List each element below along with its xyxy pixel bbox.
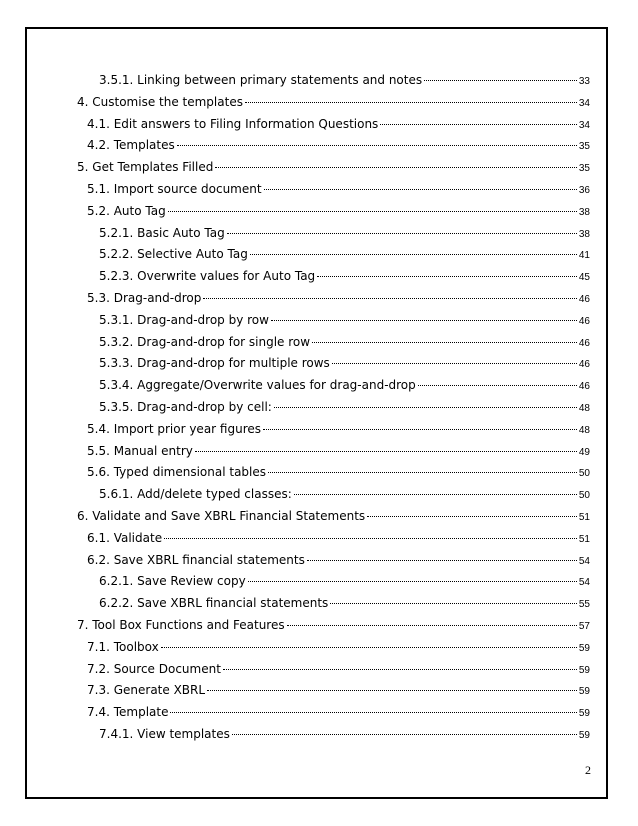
- toc-dot-leader: [207, 690, 577, 691]
- toc-dot-leader: [307, 560, 577, 561]
- toc-entry-label: 5.1. Import source document: [87, 182, 262, 196]
- toc-entry-page: 36: [578, 185, 590, 196]
- toc-entry-label: 5.3.5. Drag-and-drop by cell:: [99, 400, 272, 414]
- toc-entry-page: 54: [578, 577, 590, 589]
- toc-entry[interactable]: [99, 486, 590, 502]
- toc-dot-leader: [195, 451, 577, 452]
- toc-entry-page: 46: [578, 315, 590, 327]
- toc-entry-label: 7.1. Toolbox: [87, 639, 159, 654]
- toc-entry-label: 5.6.1. Add/delete typed classes:: [99, 487, 292, 502]
- toc-entry[interactable]: [87, 464, 590, 480]
- toc-entry-label: 5.3. Drag-and-drop: [87, 291, 202, 305]
- toc-dot-leader: [245, 102, 577, 103]
- toc-entry-label: 5.2.2. Selective Auto Tag: [99, 247, 248, 262]
- toc-entry-page: 59: [578, 708, 590, 720]
- toc-dot-leader: [380, 124, 577, 125]
- toc-entry-page: 57: [578, 621, 590, 632]
- toc-dot-leader: [227, 233, 577, 234]
- toc-entry-page: 46: [578, 337, 590, 349]
- toc-entry-label: 5.3.1. Drag-and-drop by row: [99, 312, 269, 327]
- toc-entry[interactable]: [99, 726, 590, 742]
- toc-entry-page: 48: [578, 424, 590, 436]
- toc-entry-page: 55: [578, 599, 590, 611]
- toc-entry-page: 46: [578, 359, 590, 371]
- toc-entry[interactable]: [77, 617, 590, 633]
- toc-dot-leader: [424, 80, 577, 81]
- toc-entry[interactable]: [99, 377, 590, 393]
- toc-entry[interactable]: [77, 94, 590, 110]
- toc-entry[interactable]: [87, 181, 590, 197]
- toc-entry-label: 5.6. Typed dimensional tables: [87, 465, 267, 480]
- toc-entry-label: 5.2. Auto Tag: [87, 203, 166, 218]
- toc-entry-label: 5.4. Import prior year figures: [87, 421, 261, 436]
- toc-entry-label: 5.3.4. Aggregate/Overwrite values for drag-and-drop: [99, 378, 416, 393]
- toc-entry[interactable]: [99, 334, 590, 350]
- toc-dot-leader: [215, 167, 577, 168]
- toc-entry[interactable]: [87, 203, 590, 219]
- toc-entry-label: 5.2.3. Overwrite values for Auto Tag: [99, 269, 316, 284]
- toc-entry-label: 3.5.1. Linking between primary statements and notes: [99, 73, 423, 87]
- toc-dot-leader: [268, 472, 577, 473]
- toc-entry[interactable]: [99, 399, 590, 415]
- toc-entry[interactable]: [87, 137, 590, 153]
- toc-dot-leader: [263, 429, 577, 430]
- toc-entry-label: 6.2. Save XBRL financial statements: [87, 552, 305, 567]
- toc-entry[interactable]: [77, 508, 590, 524]
- toc-dot-leader: [170, 712, 576, 713]
- toc-entry[interactable]: [77, 159, 590, 175]
- toc-entry[interactable]: [87, 552, 590, 568]
- toc-entry-label: 4. Customise the templates: [77, 94, 243, 109]
- toc-dot-leader: [264, 189, 577, 190]
- toc-entry-page: 38: [578, 228, 590, 240]
- toc-entry-page: 59: [578, 730, 590, 741]
- toc-entry[interactable]: [87, 290, 590, 306]
- toc-entry[interactable]: [87, 639, 590, 655]
- toc-entry-label: 6.2.1. Save Review copy: [99, 574, 246, 589]
- toc-entry-label: 6.2.2. Save XBRL financial statements: [99, 596, 329, 611]
- toc-dot-leader: [250, 254, 577, 255]
- toc-entry-label: 7.3. Generate XBRL: [87, 683, 206, 698]
- toc-dot-leader: [274, 407, 577, 408]
- toc-entry[interactable]: [99, 225, 590, 241]
- toc-entry-page: 59: [578, 664, 590, 676]
- toc-entry-label: 5.3.2. Drag-and-drop for single row: [99, 334, 311, 349]
- toc-dot-leader: [223, 669, 577, 670]
- toc-dot-leader: [232, 734, 577, 735]
- toc-dot-leader: [367, 516, 577, 517]
- toc-entry-page: 45: [578, 272, 590, 284]
- toc-entry[interactable]: [99, 312, 590, 328]
- toc-dot-leader: [161, 647, 577, 648]
- toc-entry-page: 46: [578, 294, 590, 305]
- toc-dot-leader: [203, 298, 577, 299]
- toc-entry-page: 50: [578, 468, 590, 480]
- toc-entry-page: 48: [578, 403, 590, 414]
- toc-entry-label: 6. Validate and Save XBRL Financial Statements: [77, 509, 366, 523]
- toc-dot-leader: [168, 211, 577, 212]
- toc-entry[interactable]: [99, 246, 590, 262]
- toc-dot-leader: [294, 494, 577, 495]
- toc-entry-page: 34: [578, 119, 590, 131]
- toc-entry[interactable]: [87, 116, 590, 132]
- toc-entry[interactable]: [87, 421, 590, 437]
- toc-dot-leader: [177, 145, 577, 146]
- toc-entry-label: 4.1. Edit answers to Filing Information Questions: [87, 116, 379, 131]
- toc-entry-label: 7.2. Source Document: [87, 661, 221, 676]
- toc-dot-leader: [312, 342, 577, 343]
- toc-entry-page: 59: [578, 642, 590, 654]
- toc-entry[interactable]: [87, 661, 590, 677]
- toc-dot-leader: [287, 625, 577, 626]
- toc-dot-leader: [330, 603, 577, 604]
- toc-entry-label: 5.2.1. Basic Auto Tag: [99, 225, 225, 240]
- toc-entry[interactable]: [87, 443, 590, 459]
- toc-entry-page: 35: [578, 141, 590, 153]
- toc-entry-label: 5.5. Manual entry: [87, 443, 193, 458]
- toc-entry-label: 4.2. Templates: [87, 138, 175, 153]
- toc-entry-page: 51: [578, 533, 590, 545]
- toc-entry-page: 51: [578, 512, 590, 523]
- toc-entry[interactable]: [87, 704, 590, 720]
- toc-entry[interactable]: [99, 268, 590, 284]
- toc-entry[interactable]: [87, 682, 590, 698]
- toc-entry[interactable]: [99, 72, 590, 88]
- toc-entry-label: 7.4. Template: [87, 705, 169, 720]
- toc-entry-label: 5. Get Templates Filled: [77, 160, 214, 175]
- toc-entry-label: 7.4.1. View templates: [99, 727, 230, 741]
- toc-entry-page: 54: [578, 555, 590, 567]
- toc-entry[interactable]: [99, 595, 590, 611]
- toc-entry-page: 35: [578, 163, 590, 175]
- toc-entry-page: 41: [578, 250, 590, 262]
- toc-entry-page: 33: [578, 76, 590, 87]
- toc-entry-page: 38: [578, 206, 590, 218]
- toc-entry-page: 59: [578, 686, 590, 698]
- toc-entry-label: 6.1. Validate: [87, 530, 163, 545]
- toc-entry-page: 50: [578, 490, 590, 502]
- toc-dot-leader: [418, 385, 577, 386]
- toc-entry-page: 34: [578, 97, 590, 109]
- toc-dot-leader: [164, 538, 577, 539]
- toc-entry[interactable]: [99, 573, 590, 589]
- toc-entry-label: 5.3.3. Drag-and-drop for multiple rows: [99, 356, 330, 371]
- page-number: 2: [585, 763, 591, 777]
- toc-dot-leader: [271, 320, 577, 321]
- toc-entry-page: 46: [578, 381, 590, 393]
- toc-entry[interactable]: [99, 355, 590, 371]
- toc-dot-leader: [317, 276, 577, 277]
- toc-entry[interactable]: [87, 530, 590, 546]
- toc-dot-leader: [248, 581, 577, 582]
- toc-dot-leader: [332, 363, 577, 364]
- toc-entry-page: 49: [578, 446, 590, 458]
- toc-entry-label: 7. Tool Box Functions and Features: [77, 618, 285, 632]
